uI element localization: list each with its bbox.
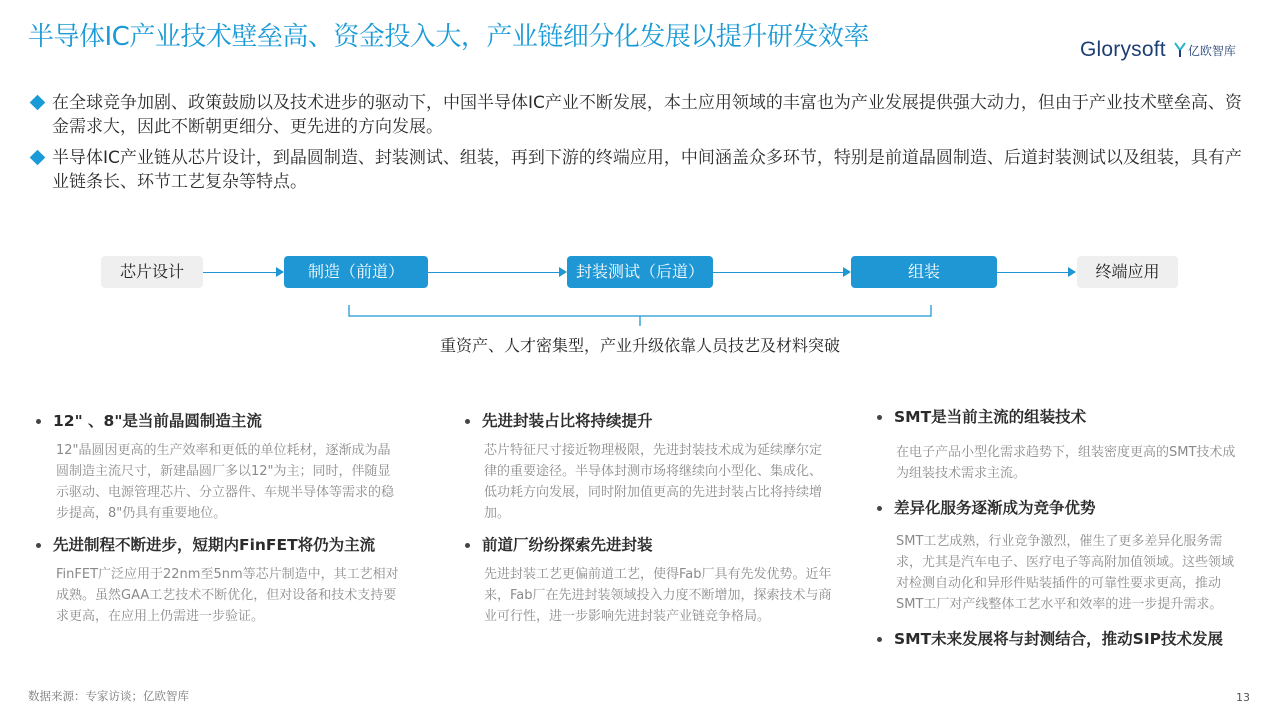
flow-caption: 重资产、人才密集型，产业升级依靠人员技艺及材料突破 [439, 336, 840, 355]
middle-heading-2-text: 前道厂纷纷探索先进封装 [482, 536, 653, 554]
bullet-dot-icon [36, 543, 41, 548]
arrow-right-icon [276, 267, 284, 277]
stage-chip-design: 芯片设计 [101, 256, 203, 288]
left-heading-2-text: 先进制程不断进步，短期内FinFET将仍为主流 [53, 536, 376, 554]
arrow-right-icon [1068, 267, 1076, 277]
brace-bracket [340, 300, 940, 330]
flow-arrow-line [203, 272, 277, 273]
logo-sub: 亿欧智库 [1187, 43, 1236, 58]
middle-heading-1 [465, 409, 653, 431]
left-heading-1-text: 12" 、8"是当前晶圆制造主流 [53, 412, 262, 430]
bullet-dot-icon [877, 415, 882, 420]
flow-arrow-line [997, 272, 1069, 273]
middle-heading-2 [465, 533, 653, 555]
right-heading-3 [877, 627, 1223, 649]
logo [1080, 36, 1236, 64]
bullet-1 [30, 91, 1252, 139]
left-text-1: 12"晶圆因更高的生产效率和更低的单位耗材，逐渐成为晶圆制造主流尺寸，新建晶圆厂多以12"为主；同时，伴随显示驱动、电源管理芯片、分立器件、车规半导体等需求的稳步提高，8"仍具有重要地位。 [56, 443, 395, 521]
data-source: 数据来源：专家访谈；亿欧智库 [28, 689, 189, 703]
stage-packaging-testing: 封装测试（后道） [567, 256, 713, 288]
left-text-2: FinFET广泛应用于22nm至5nm等芯片制造中，其工艺相对成熟。虽然GAA工艺技术不断优化，但对设备和技术支持要求更高，在应用上仍需进一步验证。 [56, 567, 399, 624]
bullet-dot-icon [877, 637, 882, 642]
arrow-right-icon [559, 267, 567, 277]
stage-end-application: 终端应用 [1077, 256, 1178, 288]
bullet-2-text: 半导体IC产业链从芯片设计，到晶圆制造、封装测试、组装，再到下游的终端应用，中间涵盖众多环节，特别是前道晶圆制造、后道封装测试以及组装，具有产业链条长、环节工艺复杂等特点。 [52, 148, 1242, 192]
page-title: 半导体IC产业技术壁垒高、资金投入大，产业链细分化发展以提升研发效率 [28, 22, 869, 52]
diamond-icon [30, 150, 46, 166]
middle-text-2: 先进封装工艺更偏前道工艺，使得Fab厂具有先发优势。近年来，Fab厂在先进封装领域投入力度不断增加，探索技术与商业可行性，进一步影响先进封装产业链竞争格局。 [484, 567, 832, 624]
bullet-1-text: 在全球竞争加剧、政策鼓励以及技术进步的驱动下，中国半导体IC产业不断发展，本土应用领域的丰富也为产业发展提供强大动力，但由于产业技术壁垒高、资金需求大，因此不断朝更细分、更先进的方向发展。 [52, 93, 1242, 137]
stage-assembly: 组装 [851, 256, 997, 288]
right-heading-2-text: 差异化服务逐渐成为竞争优势 [894, 499, 1096, 517]
yiou-logo-icon [1174, 42, 1186, 58]
bullet-dot-icon [465, 419, 470, 424]
bullet-2 [30, 146, 1252, 194]
left-heading-2 [36, 533, 375, 555]
stage-manufacturing: 制造（前道） [284, 256, 428, 288]
bullet-dot-icon [877, 506, 882, 511]
middle-heading-1-text: 先进封装占比将持续提升 [482, 412, 653, 430]
flow-arrow-line [713, 272, 844, 273]
right-text-1: 在电子产品小型化需求趋势下，组装密度更高的SMT技术成为组装技术需求主流。 [896, 445, 1236, 481]
right-heading-2 [877, 496, 1096, 518]
page-number: 13 [1236, 691, 1250, 704]
bullet-dot-icon [465, 543, 470, 548]
left-heading-1 [36, 409, 262, 431]
flow-arrow-line [428, 272, 560, 273]
right-text-2: SMT工艺成熟，行业竞争激烈，催生了更多差异化服务需求，尤其是汽车电子、医疗电子等高附加值领域。这些领域对检测自动化和异形件贴装插件的可靠性要求更高，推动SMT工厂对产线整体工艺水平和效率的进一步提升需求。 [896, 534, 1235, 612]
right-heading-3-text: SMT未来发展将与封测结合，推动SIP技术发展 [894, 630, 1223, 648]
right-heading-1 [877, 405, 1086, 427]
middle-text-1: 芯片特征尺寸接近物理极限，先进封装技术成为延续摩尔定律的重要途径。半导体封测市场将继续向小型化、集成化、低功耗方向发展，同时附加值更高的先进封装占比将持续增加。 [484, 443, 823, 521]
diamond-icon [30, 95, 46, 111]
bullet-dot-icon [36, 419, 41, 424]
arrow-right-icon [843, 267, 851, 277]
logo-brand: Glorysoft [1080, 38, 1166, 61]
right-heading-1-text: SMT是当前主流的组装技术 [894, 408, 1087, 426]
